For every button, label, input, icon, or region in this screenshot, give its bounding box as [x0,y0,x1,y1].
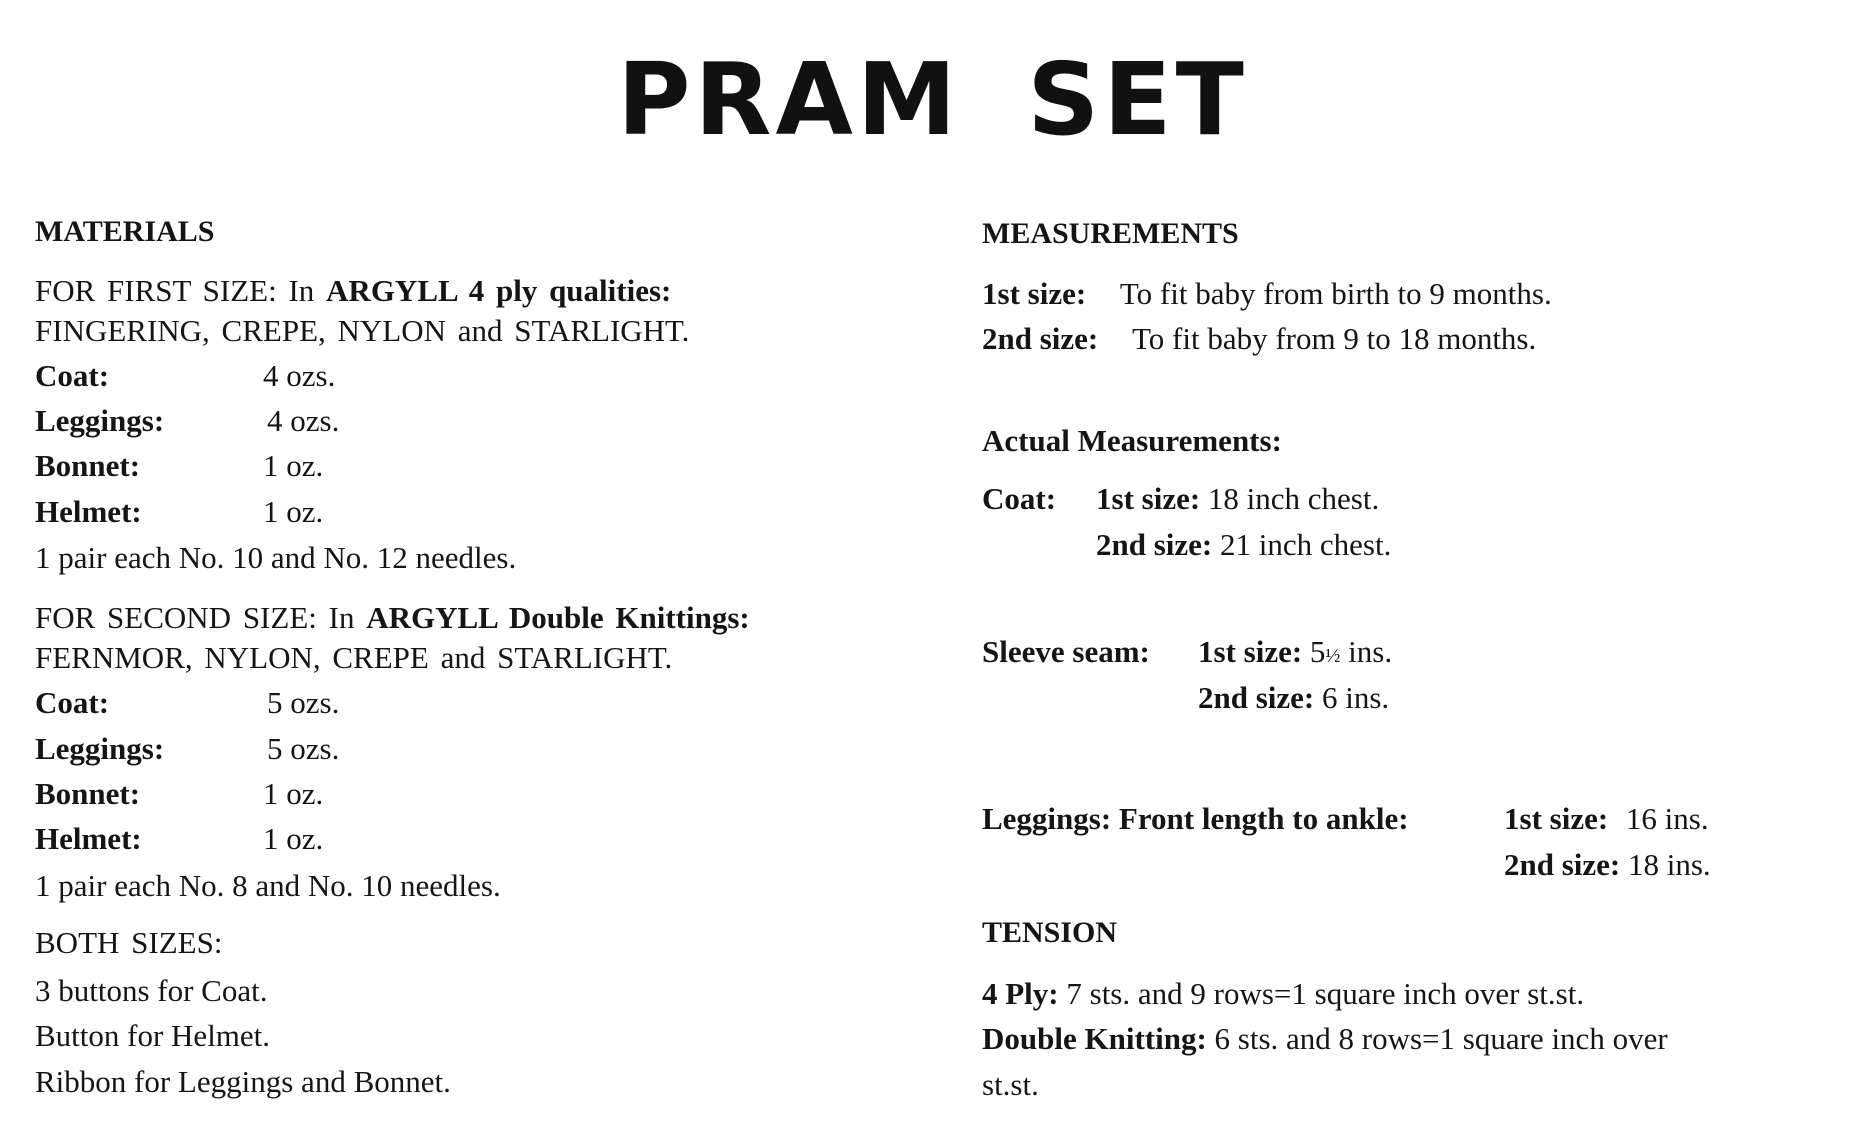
size-text: To fit baby from 9 to 18 months. [1132,321,1537,356]
size-label: 1st size: [982,276,1087,311]
first-size-needles: 1 pair each No. 10 and No. 12 needles. [35,540,517,575]
second-size-needles: 1 pair each No. 8 and No. 10 needles. [35,868,501,903]
second-size-yarns: FERNMOR, NYLON, CREPE and STARLIGHT. [35,640,673,675]
size-label: 2nd size: [1198,680,1315,715]
item-label: Leggings: [35,403,165,438]
sleeve-label: Sleeve seam: [982,634,1150,669]
size-value: 6 ins. [1322,680,1390,715]
second-size-intro-line [35,602,750,633]
leggings-label: Leggings: Front length to ankle: [982,801,1409,836]
actual-measurements-heading: Actual Measurements: [982,423,1282,458]
second-size-item-leggings [35,733,635,767]
first-size-in: In [276,273,327,308]
item-amount: 5 ozs. [267,731,340,766]
sleeve-first-size [1198,636,1392,667]
coat-measure-second [1096,529,1391,560]
both-sizes-item: Button for Helmet. [35,1018,271,1053]
coat-measure-first [982,481,1380,516]
first-size-item-coat [35,360,635,394]
item-label: Bonnet: [35,448,141,483]
size-fit-second [982,323,1536,354]
item-amount: 1 oz. [263,776,324,811]
value-whole: 5 [1309,634,1326,669]
item-label: Leggings: [35,731,165,766]
first-size-item-helmet [35,496,635,530]
second-size-item-helmet [35,823,635,857]
tension-label: Double Knitting: [982,1021,1207,1056]
size-label: 1st size: [1198,634,1303,669]
size-label: 1st size: [1096,481,1201,516]
materials-heading: MATERIALS [35,215,215,248]
item-amount: 4 ozs. [267,403,340,438]
both-sizes-item: 3 buttons for Coat. [35,973,268,1008]
both-sizes-heading: BOTH SIZES: [35,925,223,960]
size-value: 21 inch chest. [1220,527,1392,562]
first-size-label: FOR FIRST SIZE: [35,273,277,308]
sleeve-measure-second [1198,682,1389,713]
size-label: 2nd size: [982,321,1099,356]
leggings-measure-second [1504,849,1711,880]
item-label: Helmet: [35,494,142,529]
item-amount: 5 ozs. [267,685,340,720]
item-amount: 1 oz. [263,448,324,483]
size-label: 1st size: [1504,801,1609,836]
item-amount: 1 oz. [263,821,324,856]
first-size-item-leggings [35,405,635,439]
item-label: Bonnet: [35,776,141,811]
tension-four-ply [982,978,1584,1009]
item-amount: 1 oz. [263,494,324,529]
second-size-quality: ARGYLL Double Knittings: [366,600,750,635]
size-text: To fit baby from birth to 9 months. [1119,276,1552,311]
leggings-measure-first [982,801,1709,836]
coat-first-size [1096,483,1379,514]
value-unit: ins. [1340,634,1393,669]
size-label: 2nd size: [1504,847,1621,882]
item-label: Coat: [35,358,110,393]
value-fraction: ½ [1325,645,1341,667]
measurements-heading: MEASUREMENTS [982,217,1239,250]
item-amount: 4 ozs. [263,358,336,393]
tension-heading: TENSION [982,916,1118,949]
first-size-item-bonnet [35,450,635,484]
tension-text: 7 sts. and 9 rows=1 square inch over st.st. [1066,976,1585,1011]
second-size-label: FOR SECOND SIZE: [35,600,317,635]
size-value: 18 ins. [1628,847,1711,882]
second-size-in: In [316,600,367,635]
sleeve-measure-first [982,634,1393,669]
item-label: Helmet: [35,821,142,856]
size-fit-first [982,278,1552,309]
first-size-intro-line [35,275,671,306]
size-value: 18 inch chest. [1207,481,1380,516]
tension-double-knitting-cont: st.st. [982,1067,1039,1102]
coat-label: Coat: [982,481,1057,516]
size-label: 2nd size: [1096,527,1213,562]
first-size-quality: ARGYLL 4 ply qualities: [326,273,672,308]
second-size-item-bonnet [35,778,635,812]
size-value: 16 ins. [1625,801,1709,836]
item-label: Coat: [35,685,110,720]
tension-label: 4 Ply: [982,976,1059,1011]
page-title: PRAM SET [617,41,1248,158]
second-size-item-coat [35,687,635,721]
tension-text: 6 sts. and 8 rows=1 square inch over [1214,1021,1668,1056]
first-size-yarns: FINGERING, CREPE, NYLON and STARLIGHT. [35,313,690,348]
size-value [1310,634,1392,669]
tension-double-knitting [982,1023,1668,1054]
leggings-first-size [1504,803,1709,834]
both-sizes-item: Ribbon for Leggings and Bonnet. [35,1064,451,1099]
